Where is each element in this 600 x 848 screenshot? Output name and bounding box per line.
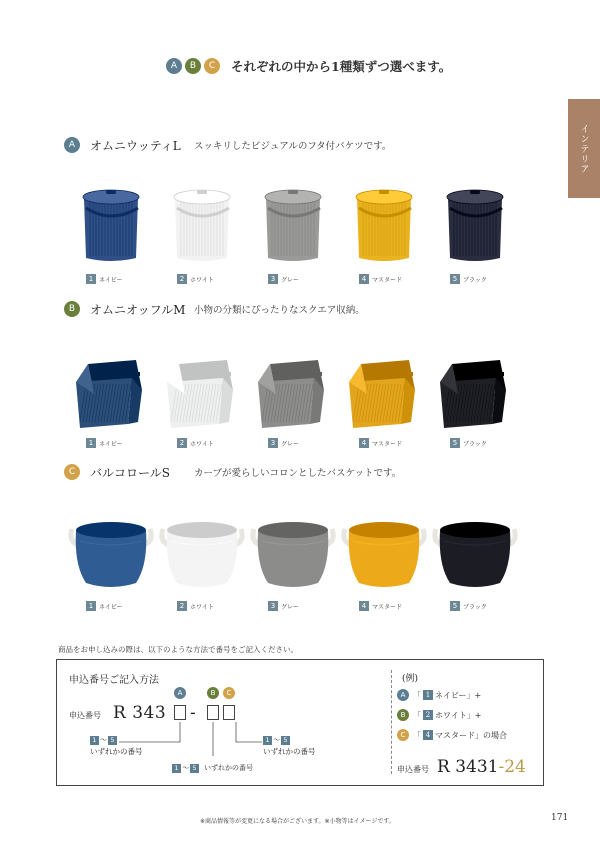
- section-c-badge: C: [64, 464, 80, 480]
- product-a-4[interactable]: [339, 178, 429, 284]
- product-c-4[interactable]: [339, 505, 429, 611]
- divider: [391, 670, 392, 774]
- color-label: マスタード: [372, 440, 403, 448]
- color-caption: [177, 438, 214, 448]
- footer-note: ※商品情報等が変更になる場合がございます。※小物等はイメージです。: [200, 818, 395, 825]
- color-number: 1: [86, 274, 96, 284]
- color-number: 3: [268, 601, 278, 611]
- order-note: 商品をお申し込みの際は、以下のような方法で番号をご記入ください。: [58, 645, 298, 654]
- color-label: ホワイト: [190, 603, 214, 611]
- range-b: 1 ～ 5 いずれかの番号: [172, 763, 253, 773]
- color-number: 5: [450, 274, 460, 284]
- color-label: ブラック: [463, 603, 487, 611]
- color-number: 2: [177, 601, 187, 611]
- color-caption: [268, 274, 299, 284]
- order-box: [56, 659, 544, 786]
- product-b-5[interactable]: [430, 342, 520, 448]
- product-a-1[interactable]: [66, 178, 156, 284]
- color-number: 2: [177, 438, 187, 448]
- color-caption: [177, 274, 214, 284]
- color-caption: [268, 438, 299, 448]
- side-tab-interior[interactable]: [568, 99, 600, 198]
- product-c-5[interactable]: [430, 505, 520, 611]
- example-row-a: A 「 1 ネイビー」+: [397, 689, 481, 701]
- range-c-text: いずれかの番号: [263, 747, 316, 756]
- section-b-desc: 小物の分類にぴったりなスクエア収納。: [194, 305, 365, 316]
- badge-b: B: [185, 58, 201, 74]
- color-number: 5: [450, 438, 460, 448]
- color-number: 4: [359, 438, 369, 448]
- product-image: [339, 505, 429, 595]
- color-label: ネイビー: [99, 440, 123, 448]
- example-head: (例): [402, 674, 419, 684]
- color-number: 4: [359, 274, 369, 284]
- section-b: [64, 300, 544, 448]
- section-b-badge: B: [64, 301, 80, 317]
- color-caption: [359, 601, 402, 611]
- color-caption: [450, 438, 487, 448]
- section-a-name: オムニウッティL: [90, 138, 181, 153]
- product-a-5[interactable]: [430, 178, 520, 284]
- product-c-2[interactable]: [157, 505, 247, 611]
- product-image: [157, 505, 247, 595]
- color-number: 4: [359, 601, 369, 611]
- color-caption: [86, 601, 123, 611]
- product-image: [248, 178, 338, 268]
- product-a-2[interactable]: [157, 178, 247, 284]
- section-a: [64, 136, 544, 284]
- example-row-b: B 「 2 ホワイト」+: [397, 709, 481, 721]
- product-c-3[interactable]: [248, 505, 338, 611]
- color-label: ネイビー: [99, 603, 123, 611]
- page-number: 171: [551, 813, 569, 823]
- color-number: 3: [268, 274, 278, 284]
- product-image: [248, 505, 338, 595]
- product-image: [66, 178, 156, 268]
- color-label: ホワイト: [190, 276, 214, 284]
- product-image: [339, 342, 429, 432]
- slot-b-badge: B: [207, 687, 219, 699]
- section-c: [64, 463, 544, 611]
- product-image: [430, 178, 520, 268]
- section-a-desc: スッキリしたビジュアルのフタ付バケツです。: [194, 141, 392, 152]
- product-image: [248, 342, 338, 432]
- example-code-value: R 3431-24: [437, 757, 526, 777]
- color-caption: [450, 601, 487, 611]
- color-label: グレー: [281, 603, 300, 611]
- product-b-3[interactable]: [248, 342, 338, 448]
- product-b-2[interactable]: [157, 342, 247, 448]
- example-code-label: 申込番号: [397, 765, 429, 774]
- slot-a-badge: A: [174, 687, 186, 699]
- color-caption: [86, 438, 123, 448]
- product-c-1[interactable]: [66, 505, 156, 611]
- product-a-3[interactable]: [248, 178, 338, 284]
- product-image: [430, 342, 520, 432]
- range-a: 1 ～ 5: [90, 735, 117, 745]
- product-image: [66, 342, 156, 432]
- color-caption: [86, 274, 123, 284]
- color-label: マスタード: [372, 276, 403, 284]
- order-dash: -: [190, 703, 197, 723]
- product-image: [66, 505, 156, 595]
- section-c-name: バルコロールS: [90, 465, 170, 480]
- color-label: マスタード: [372, 603, 403, 611]
- color-caption: [450, 274, 487, 284]
- product-image: [339, 178, 429, 268]
- color-number: 1: [86, 601, 96, 611]
- slot-c-badge: C: [223, 687, 235, 699]
- badge-a: A: [166, 58, 182, 74]
- product-image: [430, 505, 520, 595]
- range-c: 1 ～ 5: [263, 735, 290, 745]
- color-number: 1: [86, 438, 96, 448]
- color-number: 2: [177, 274, 187, 284]
- color-label: ブラック: [463, 276, 487, 284]
- color-caption: [268, 601, 299, 611]
- product-image: [157, 342, 247, 432]
- product-b-1[interactable]: [66, 342, 156, 448]
- color-label: ネイビー: [99, 276, 123, 284]
- heading-text: それぞれの中から1種類ずつ選べます。: [231, 59, 452, 74]
- order-number-label: 申込番号: [69, 711, 101, 720]
- color-label: グレー: [281, 276, 300, 284]
- color-label: ホワイト: [190, 440, 214, 448]
- range-a-text: いずれかの番号: [90, 747, 143, 756]
- product-image: [157, 178, 247, 268]
- section-c-desc: カーブが愛らしいコロンとしたバスケットです。: [194, 468, 402, 479]
- example-code: [397, 757, 526, 777]
- product-b-4[interactable]: [339, 342, 429, 448]
- page-heading: [166, 57, 451, 75]
- color-caption: [359, 274, 402, 284]
- order-code-prefix: R 343: [113, 703, 167, 723]
- side-tab-label: インテリア: [578, 123, 589, 174]
- section-b-name: オムニオッフルM: [90, 302, 186, 317]
- color-caption: [177, 601, 214, 611]
- badge-c: C: [204, 58, 220, 74]
- color-caption: [359, 438, 402, 448]
- color-label: グレー: [281, 440, 300, 448]
- color-number: 5: [450, 601, 460, 611]
- example-row-c: C 「 4 マスタード」の場合: [397, 729, 507, 741]
- section-a-badge: A: [64, 137, 80, 153]
- order-title: 申込番号ご記入方法: [69, 675, 159, 686]
- color-label: ブラック: [463, 440, 487, 448]
- color-number: 3: [268, 438, 278, 448]
